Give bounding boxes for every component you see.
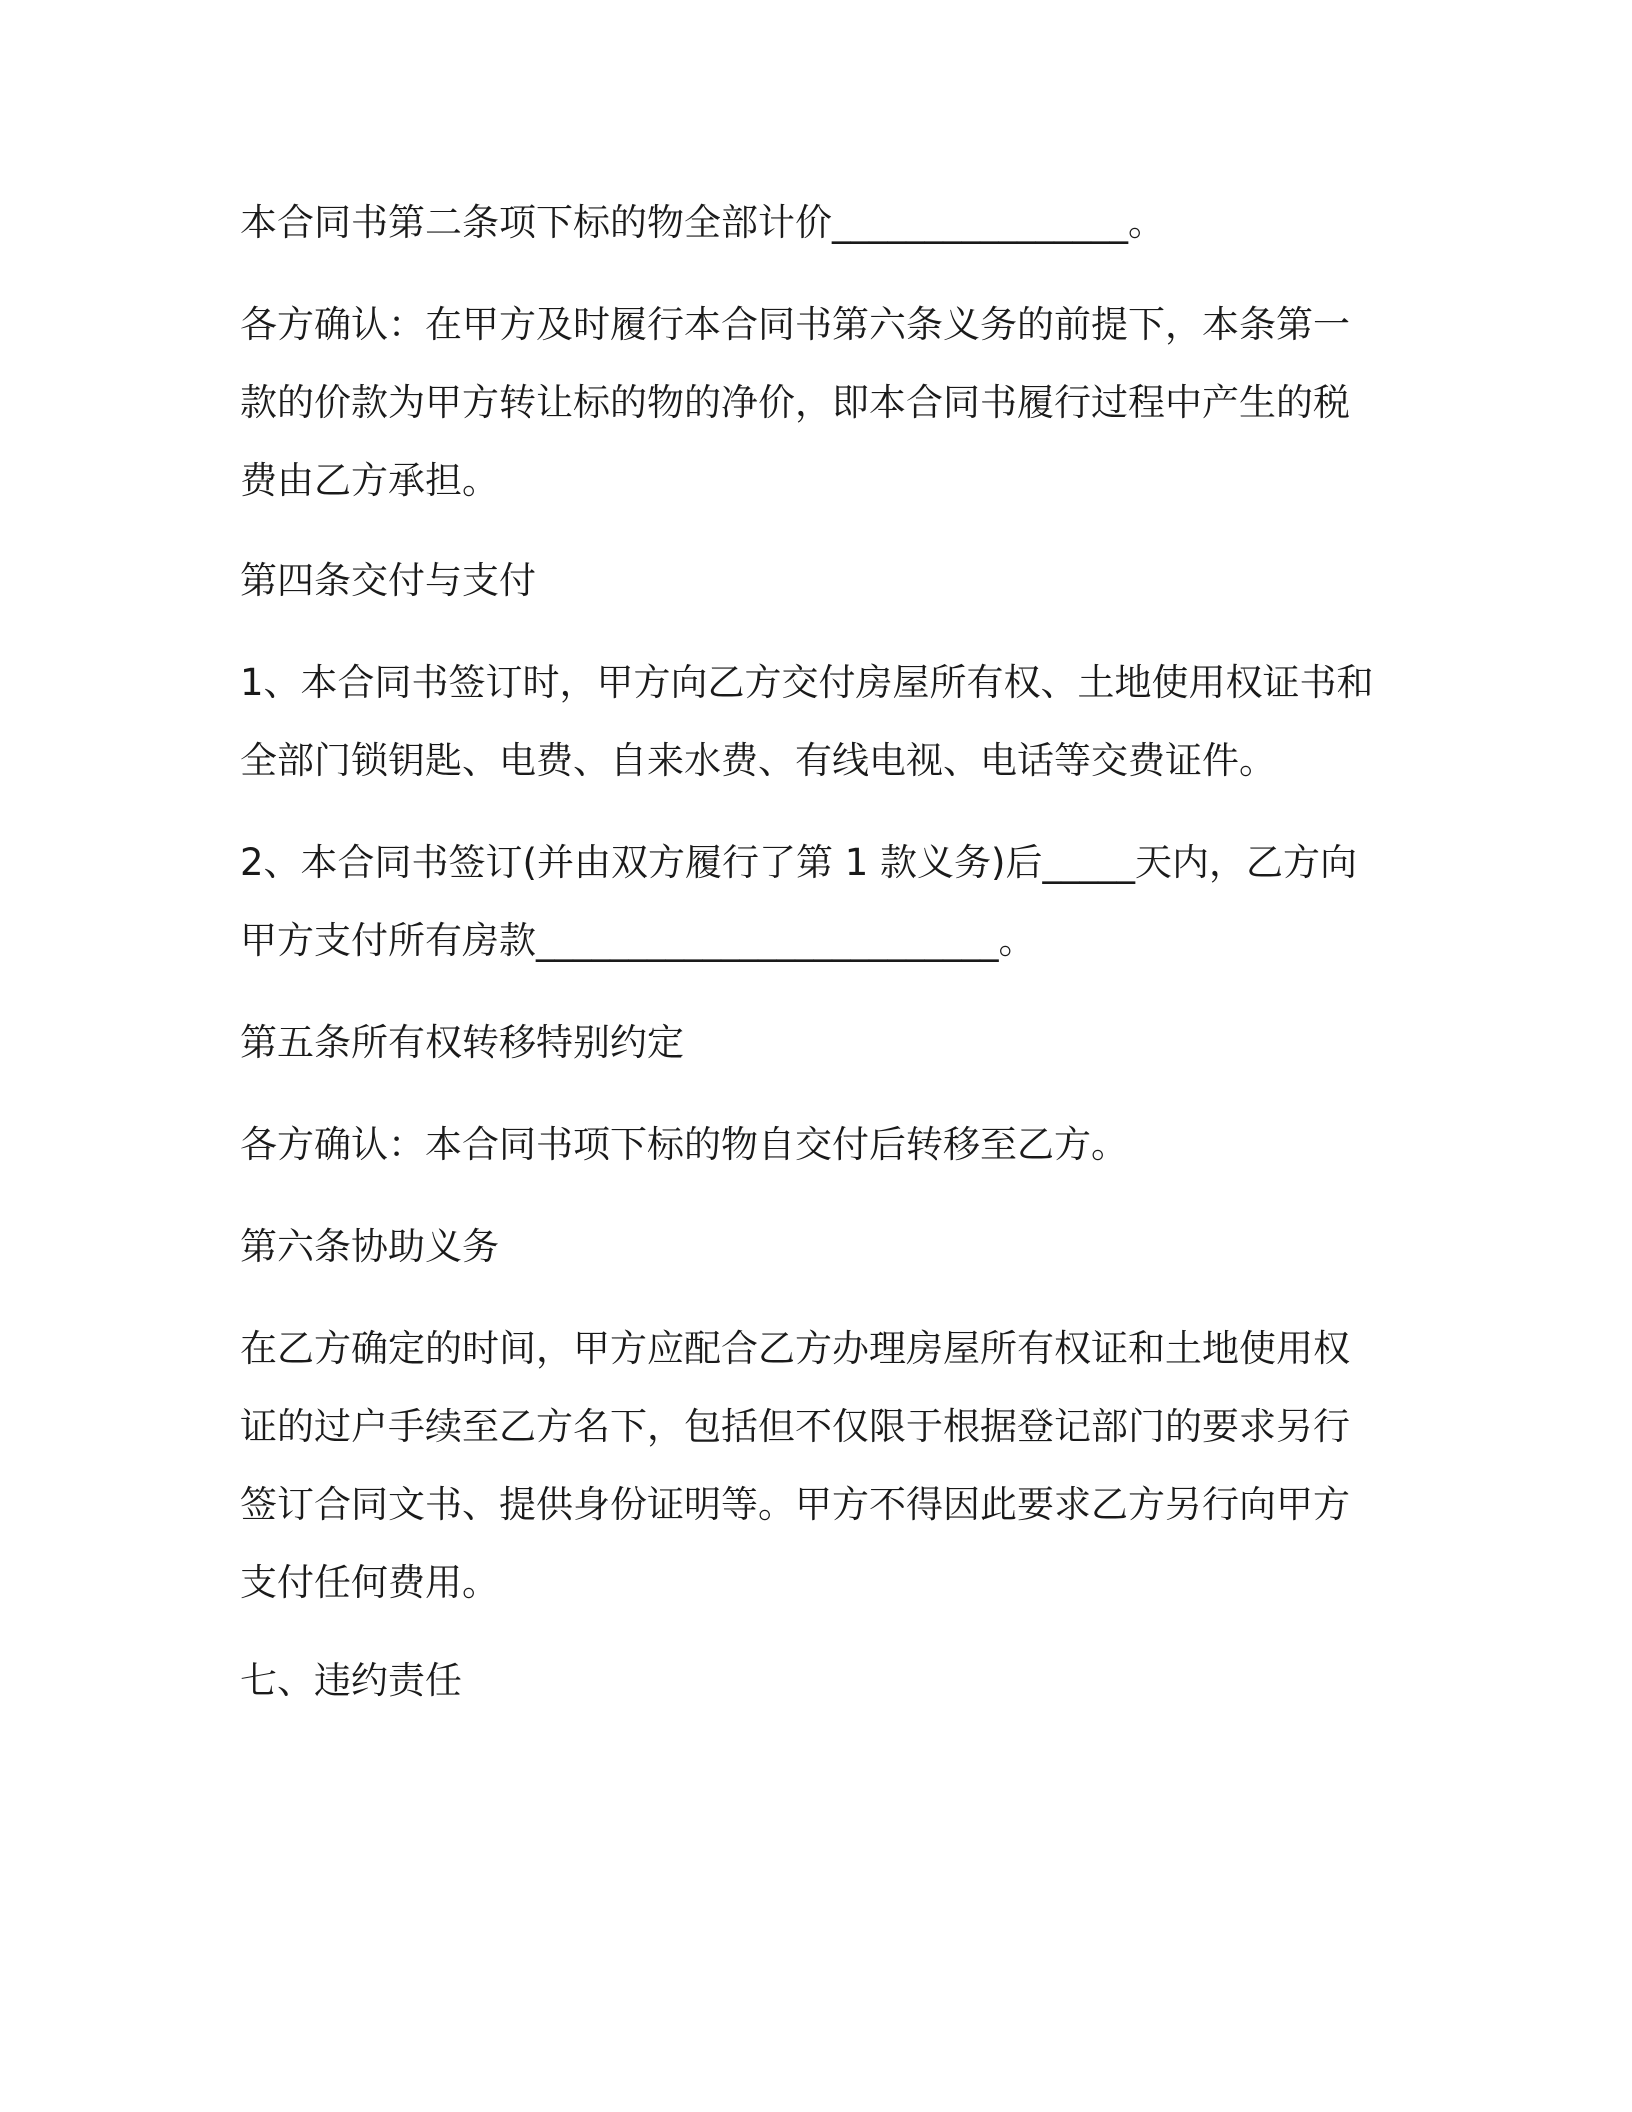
section-heading-6 bbox=[240, 1208, 1390, 1286]
text-line: 签订合同文书、提供身份证明等。甲方不得因此要求乙方另行向甲方 bbox=[240, 1483, 1350, 1526]
section-heading-4 bbox=[240, 542, 1390, 620]
payment-clause-2 bbox=[240, 824, 1390, 980]
text-line: 本合同书第二条项下标的物全部计价________________。 bbox=[240, 201, 1165, 244]
text-line: 费由乙方承担。 bbox=[240, 459, 499, 502]
text-line: 各方确认：本合同书项下标的物自交付后转移至乙方。 bbox=[240, 1123, 1128, 1166]
text-line: 全部门锁钥匙、电费、自来水费、有线电视、电话等交费证件。 bbox=[240, 739, 1276, 782]
net-price-clause bbox=[240, 286, 1390, 520]
assistance-clause bbox=[240, 1310, 1390, 1622]
text-line: 2、本合同书签订(并由双方履行了第 1 款义务)后_____天内，乙方向 bbox=[240, 841, 1357, 884]
section-heading-5 bbox=[240, 1004, 1390, 1082]
text-line: 证的过户手续至乙方名下，包括但不仅限于根据登记部门的要求另行 bbox=[240, 1405, 1350, 1448]
price-clause bbox=[240, 184, 1390, 262]
section-heading-text: 第五条所有权转移特别约定 bbox=[240, 1021, 684, 1064]
text-line: 款的价款为甲方转让标的物的净价，即本合同书履行过程中产生的税 bbox=[240, 381, 1350, 424]
section-heading-7 bbox=[240, 1642, 1390, 1720]
text-line: 在乙方确定的时间，甲方应配合乙方办理房屋所有权证和土地使用权 bbox=[240, 1327, 1350, 1370]
text-line: 支付任何费用。 bbox=[240, 1561, 499, 1604]
ownership-clause bbox=[240, 1106, 1390, 1184]
text-line: 各方确认：在甲方及时履行本合同书第六条义务的前提下，本条第一 bbox=[240, 303, 1350, 346]
delivery-clause-1 bbox=[240, 644, 1390, 800]
section-heading-text: 第四条交付与支付 bbox=[240, 559, 536, 602]
section-heading-text: 第六条协助义务 bbox=[240, 1225, 499, 1268]
text-line: 1、本合同书签订时，甲方向乙方交付房屋所有权、土地使用权证书和 bbox=[240, 661, 1374, 704]
text-line: 甲方支付所有房款_________________________。 bbox=[240, 919, 1036, 962]
section-heading-text: 七、违约责任 bbox=[240, 1659, 462, 1702]
